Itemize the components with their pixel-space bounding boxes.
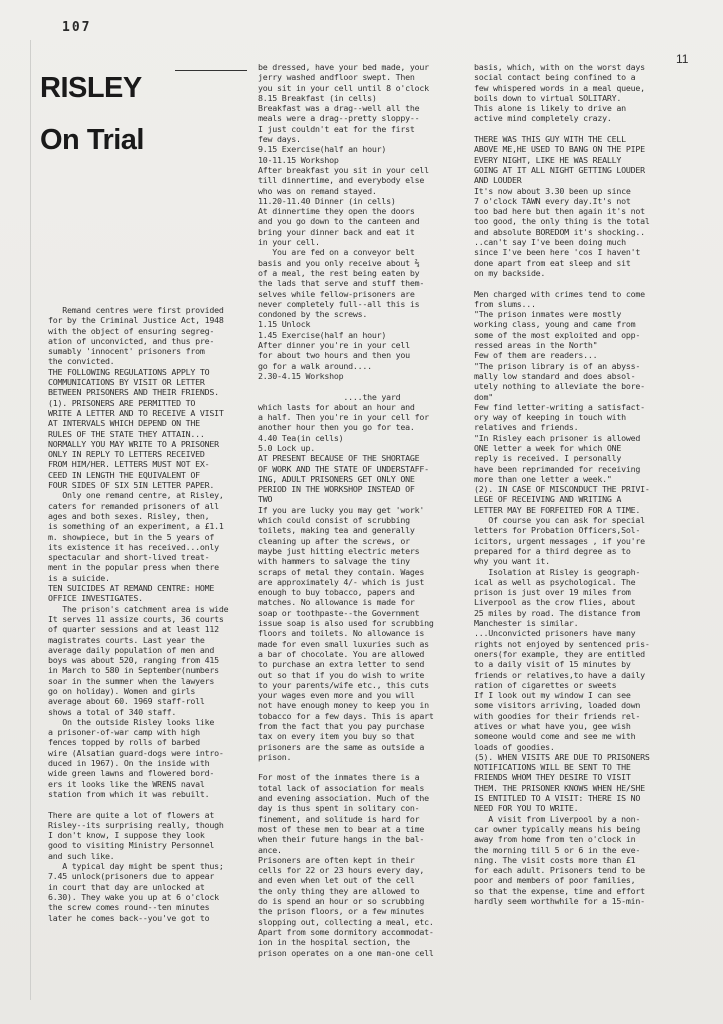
page-number-right: 11 [676,52,689,66]
text-column-3: basis, which, with on the worst days social contact being confined to a few whispered words in a meal queue, boils down to virtual SOLITARY. This alone is likely to drive an active mind completely crazy. THERE WAS THIS GUY WITH THE CELL ABOVE ME,HE USED TO BANG ON THE PIPE EVERY NIGHT, LIKE HE WAS REALLY GOING AT IT ALL NIGHT GETTING LOUDER AND LOUDER It's now about 3.30 been up since 7 o'clock TAWN every day.It's not too bad here but then again it's not too good, the only thing is the total and absolute BOREDOM it's shocking.. ..can't say I've been doing much since I've been here 'cos I haven't done apart from eat sleep and sit on my backside. Men charged with crimes tend to come from slums... "The prison inmates were mostly working class, young and came from some of the most exploited and opp- ressed areas in the North" Few of them are readers... "The prison library is of an abyss- mally low standard and does absol- utely nothing to alleviate the bore- dom" Few find letter-writing a satisfact- ory way of keeping in touch with relatives and friends. "In Risley each prisoner is allowed ONE letter a week for which ONE reply is received. I personally have been reprimanded for receiving more than one letter a week." (2). IN CASE OF MISCONDUCT THE PRIVI- LEGE OF RECEIVING AND WRITING A LETTER MAY BE FORFEITED FOR A TIME. Of course you can ask for special letters for Probation Officers,Sol- icitors, urgent messages , if you're prepared for a third degree as to why you want it. Isolation at Risley is geograph- ical as well as psychological. The prison is just over 19 miles from Liverpool as the crow flies, about 25 miles by road. The distance from Manchester is similar. ...Unconvicted prisoners have many rights not enjoyed by sentenced pris- oners(for example, they are entitled to a daily visit of 15 minutes by friends or relatives,to have a daily ration of cigarettes or sweets If I look out my window I can see some visitors arriving, loaded down with goodies for their friends rel- atives or what have you, gee wish someone would come and see me with loads of goodies. (5). WHEN VISITS ARE DUE TO PRISONERS NOTIFICATIONS WILL BE SENT TO THE FRIENDS WHOM THEY DESIRE TO VISIT THEM. THE PRISONER KNOWS WHEN HE/SHE IS ENTITLED TO A VISIT: THERE IS NO NEED FOR YOU TO WRITE. A visit from Liverpool by a non- car owner typically means his being away from home from ten o'clock in the morning till 5 or 6 in the eve- ning. The visit costs more than £1 for each adult. Prisoners tend to be poor and members of poor families, so that the expense, time and effort hardly seem worthwhile for a 15-min- [474,62,650,907]
page-number-left: 107 [62,20,92,35]
title-rule [175,70,247,71]
article-title [40,62,240,166]
text-column-2: be dressed, have your bed made, your jerry washed andfloor swept. Then you sit in your cell until 8 o'clock 8.15 Breakfast (in cells) Breakfast was a drag--well all the meals were a drag--pretty sloppy-- I just couldn't eat for the first few days. 9.15 Exercise(half an hour) 10-11.15 Workshop After breakfast you sit in your cell till dinnertime, and everybody else who was on remand stayed. 11.20-11.40 Dinner (in cells) At dinnertime they open the doors and you go down to the canteen and bring your dinner back and eat it in your cell. You are fed on a conveyor belt basis and you only receive about ⅔ of a meal, the rest being eaten by the lads that serve and stuff them- selves while fellow-prisoners are never completely full--all this is condoned by the screws. 1.15 Unlock 1.45 Exercise(half an hour) After dinner you're in your cell for about two hours and then you go for a walk around.... 2.30-4.15 Workshop ....the yard which lasts for about an hour and a half. Then you're in your cell for another hour then you go for tea. 4.40 Tea(in cells) 5.0 Lock up. AT PRESENT BECAUSE OF THE SHORTAGE OF WORK AND THE STATE OF UNDERSTAFF- ING, ADULT PRISONERS GET ONLY ONE PERIOD IN THE WORKSHOP INSTEAD OF TWO If you are lucky you may get 'work' which could consist of scrubbing toilets, making tea and generally cleaning up after the screws, or maybe just hitting electric meters with hammers to salvage the tiny scraps of metal they contain. Wages are approximately 4/- which is just enough to buy tobacco, papers and matches. No allowance is made for soap or toothpaste--the Government issue soap is also used for scrubbing floors and toilets. No allowance is made for even small luxuries such as a bar of chocolate. You are allowed to purchase an extra letter to send out so that if you do wish to write to your parents/wife etc., this cuts your wages even more and you will not have enough money to keep you in tobacco for a few days. This is apart from the fact that you pay purchase tax on every item you buy so that prisoners are the same as outside a prison. For most of the inmates there is a total lack of association for meals and evening association. Much of the day is thus spent in solitary con- finement, and solitude is hard for most of these men to bear at a time when their future hangs in the bal- ance. Prisoners are often kept in their cells for 22 or 23 hours every day, and even when let out of the cell the only thing they are allowed to do is spend an hour or so scrubbing the prison floors, or a few minutes slopping out, collecting a meal, etc. Apart from some dormitory accommodat- ion in the hospital section, the prison operates on a one man-one cell [258,62,434,958]
title-line-2: On Trial [40,124,144,156]
binding-edge [30,40,31,1000]
text-column-1: Remand centres were first provided for by the Criminal Justice Act, 1948 with the object of ensuring segreg- ation of unconvicted, and thus pre- sumably 'innocent' prisoners from the convicted. THE FOLLOWING REGULATIONS APPLY TO COMMUNICATIONS BY VISIT OR LETTER BETWEEN PRISONERS AND THEIR FRIENDS. (1). PRISONERS ARE PERMITTED TO WRITE A LETTER AND TO RECEIVE A VISIT AT INTERVALS WHICH DEPEND ON THE RULES OF THE STATE THEY ATTAIN... NORMALLY YOU MAY WRITE TO A PRISONER ONLY IN REPLY TO LETTERS RECEIVED FROM HIM/HER. LETTERS MUST NOT EX- CEED IN LENGTH THE EQUIVALENT OF FOUR SIDES OF SIX 5IN LETTER PAPER. Only one remand centre, at Risley, caters for remanded prisoners of all ages and both sexes. Risley, then, is something of an experiment, a £1.1 m. showpiece, but in the 5 years of its existence it has received...only spectacular and short-lived treat- ment in the popular press when there is a suicide. TEN SUICIDES AT REMAND CENTRE: HOME OFFICE INVESTIGATES. The prison's catchment area is wide It serves 11 assize courts, 36 courts of quarter sessions and at least 112 magistrates courts. Last year the average daily population of men and boys was about 520, ranging from 415 in March to 580 in September(numbers soar in the summer when the lawyers go on holiday). Women and girls average about 60. 1969 staff-roll shows a total of 340 staff. On the outside Risley looks like a prisoner-of-war camp with high fences topped by rolls of barbed wire (Alsatian guard-dogs were intro- duced in 1967). On the inside with wide green lawns and flowered bord- ers it looks like the WRENS naval station from which it was rebuilt. There are quite a lot of flowers at Risley--its surprising really, though I don't know, I suppose they look good to visiting Ministry Personnel and such like. A typical day might be spent thus; 7.45 unlock(prisoners due to appear in court that day are unlocked at 6.30). They wake you up at 6 o'clock the screw comes round--ten minutes later he comes back--you've got to [48,305,229,923]
title-line-1: RISLEY [40,72,142,104]
